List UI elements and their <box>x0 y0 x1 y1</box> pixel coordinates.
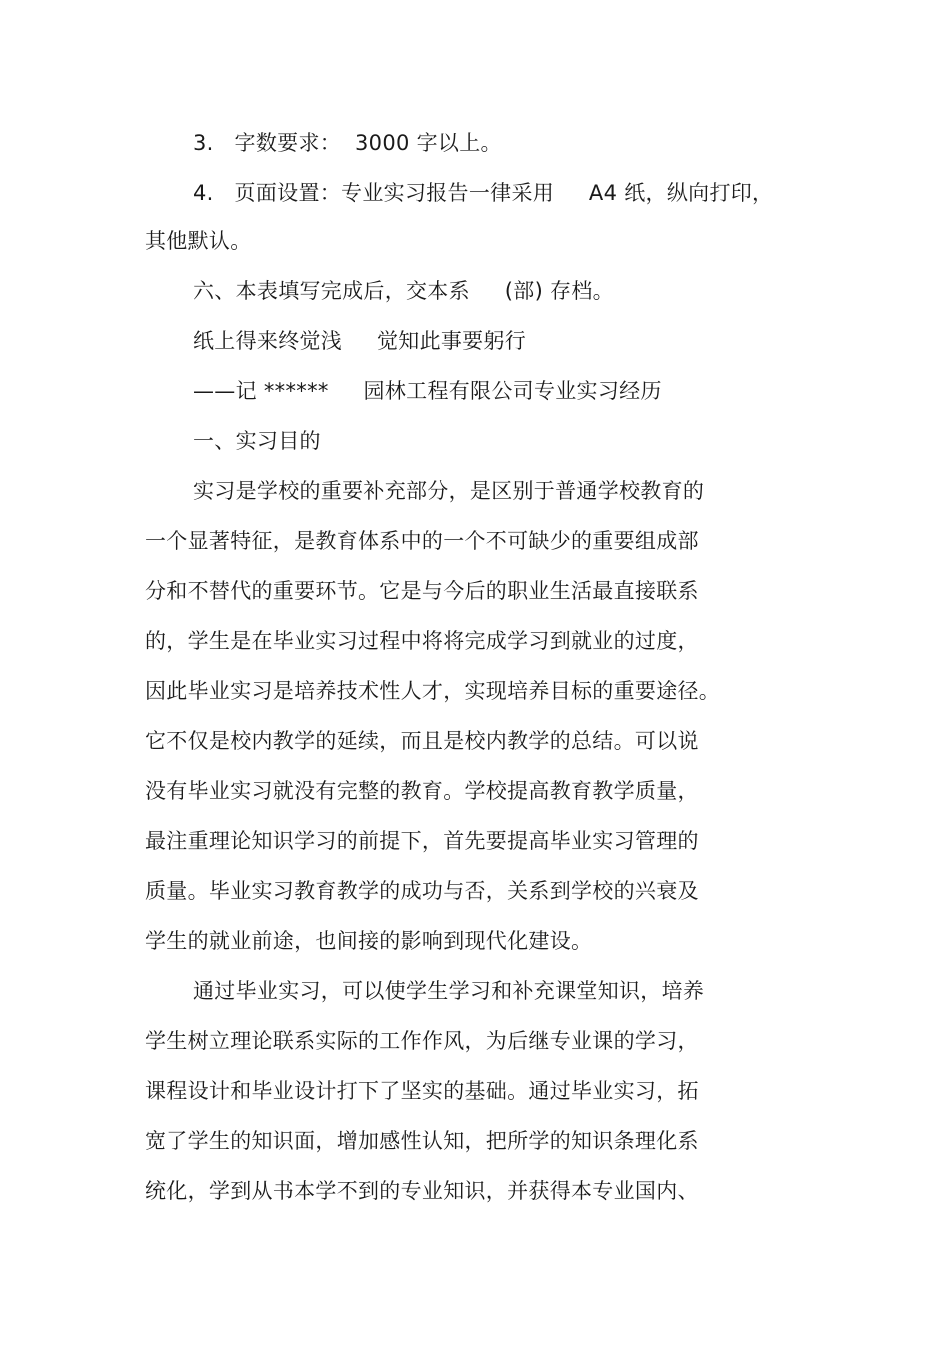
paragraph-line: 没有毕业实习就没有完整的教育。学校提高教育教学质量， <box>145 779 699 803</box>
paragraph-line: 质量。毕业实习教育教学的成功与否，关系到学校的兴衰及 <box>145 879 699 903</box>
paragraph-line: 统化，学到从书本学不到的专业知识，并获得本专业国内、 <box>145 1179 699 1203</box>
requirement-page-setup: 4. 页面设置：专业实习报告一律采用 A4 纸，纵向打印， <box>193 181 774 205</box>
paragraph-line: 一个显著特征，是教育体系中的一个不可缺少的重要组成部 <box>145 529 699 553</box>
requirement-word-count: 3. 字数要求： 3000 字以上。 <box>193 131 502 155</box>
paragraph-line: 最注重理论知识学习的前提下，首先要提高毕业实习管理的 <box>145 829 699 853</box>
requirement-archive: 六、本表填写完成后，交本系 (部) 存档。 <box>193 279 614 303</box>
paragraph-line: 学生树立理论联系实际的工作作风，为后继专业课的学习， <box>145 1029 699 1053</box>
paragraph-line: 宽了学生的知识面，增加感性认知，把所学的知识条理化系 <box>145 1129 699 1153</box>
paragraph-line: 通过毕业实习，可以使学生学习和补充课堂知识，培养 <box>193 979 705 1003</box>
paragraph-line: 因此毕业实习是培养技术性人才，实现培养目标的重要途径。 <box>145 679 721 703</box>
paragraph-line: 课程设计和毕业设计打下了坚实的基础。通过毕业实习，拓 <box>145 1079 699 1103</box>
paragraph-line: 实习是学校的重要补充部分，是区别于普通学校教育的 <box>193 479 705 503</box>
report-title: 纸上得来终觉浅 觉知此事要躬行 <box>193 329 527 353</box>
section-heading-purpose: 一、实习目的 <box>193 429 321 453</box>
paragraph-line: 分和不替代的重要环节。它是与今后的职业生活最直接联系 <box>145 579 699 603</box>
paragraph-line: 它不仅是校内教学的延续，而且是校内教学的总结。可以说 <box>145 729 699 753</box>
paragraph-line: 学生的就业前途，也间接的影响到现代化建设。 <box>145 929 593 953</box>
report-subtitle: ——记 ****** 园林工程有限公司专业实习经历 <box>193 379 662 403</box>
paragraph-line: 的，学生是在毕业实习过程中将将完成学习到就业的过度， <box>145 629 699 653</box>
requirement-page-setup-cont: 其他默认。 <box>145 229 252 253</box>
